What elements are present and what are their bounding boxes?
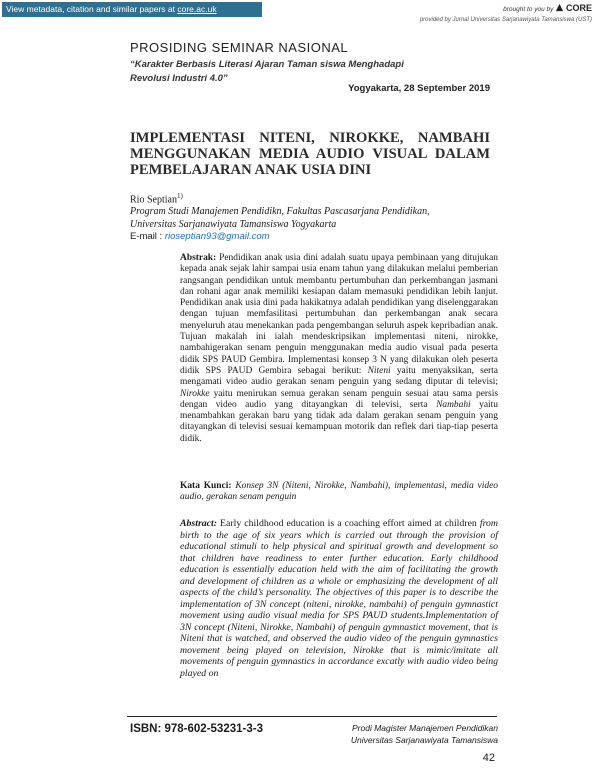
abstrak-paragraph <box>180 253 498 445</box>
core-banner <box>0 0 600 26</box>
abstrak-label: Abstrak: <box>180 253 217 263</box>
core-provided-by: provided by Jurnal Universitas Sarjanawiyata Tamansiswa (UST) <box>419 17 592 23</box>
abstrak-text: yaitu menambahkan gerakan baru yang tidak ada dalam gerakan senam penguin yang ditayangkan di televisi sesuai kemampuan motorik dan reflek dari tiap-tiap peserta didik. <box>180 399 498 444</box>
kata-kunci-text: Konsep 3N (Niteni, Nirokke, Nambahi), implementasi, media video audio, gerakan senam penguin <box>180 481 498 503</box>
abstrak-text: yaitu menyaksikan, serta mengamati video audio gerakan senam penguin yang sedang diputar di televisi; <box>180 365 498 388</box>
page-number: 42 <box>482 752 495 764</box>
abstrak-text: yaitu menirukan semua gerakan senam penguin sesuai atau sama persis dengan video audio yang ditayangkan di televisi, serta <box>180 388 498 410</box>
author-name <box>130 192 183 205</box>
footer-institution <box>345 722 498 746</box>
author-affiliation <box>130 205 430 231</box>
abstract-body: from birth to the age of six years which is carried out through the provision of educational stimuli to help physical and spiritual growth and development so that children have readiness to enter further education. Early childhood education is essentially education held with the aim of facilitating the growth and development of children as a whole or emphasizing the development of all aspects of the child’s personality. The objectives of this paper is to describe the implementation of 3N concept (niteni, nirokke, nambahi) of penguin gymnastict movement using audio visual media for SPS PAUD students.Implementation of 3N concept (Niteni, Nirokke, Nambahi) of penguin gymnastict movement, that is Niteni that is watched, and observed the audio video of the penguin gymnastics movement being played on television, Nirokke that is mimic/imitate all movements of penguin gymnastics in accordance excatly with audio video being played on <box>180 518 498 679</box>
kata-kunci-paragraph <box>180 481 498 504</box>
seminar-theme-line: Revolusi Industri 4.0” <box>130 73 228 84</box>
seminar-theme <box>130 58 430 86</box>
core-metadata-link[interactable] <box>2 2 262 17</box>
footer-divider <box>127 716 497 717</box>
core-view-text: View metadata, citation and similar papers at <box>6 4 178 14</box>
affiliation-line: Universitas Sarjanawiyata Tamansiswa Yogyakarta <box>130 219 337 230</box>
abstrak-term: Nambahi <box>436 399 471 410</box>
proceedings-title: PROSIDING SEMINAR NASIONAL <box>130 40 349 55</box>
abstract-paragraph <box>180 518 498 679</box>
core-logo-text: CORE <box>565 3 592 13</box>
core-brought-text: brought to you by <box>503 6 554 13</box>
seminar-date: Yogyakarta, 28 September 2019 <box>348 83 490 94</box>
paper-title: IMPLEMENTASI NITENI, NIROKKE, NAMBAHI MENGGUNAKAN MEDIA AUDIO VISUAL DALAM PEMBELAJARAN ANAK USIA DINI <box>130 130 490 178</box>
abstract-label: Abstract: <box>180 518 218 529</box>
affiliation-line: Program Studi Manajemen Pendidikn, Fakultas Pascasarjana Pendidikan, <box>130 206 430 217</box>
author-name-text: Rio Septian <box>130 194 177 206</box>
abstrak-term: Nirokke <box>180 388 210 399</box>
abstract-lead: Early childhood education is a coaching effort aimed at children <box>217 518 477 529</box>
abstrak-term: Niteni <box>367 365 391 376</box>
core-logo-icon <box>555 3 564 12</box>
email-label: E-mail : <box>130 231 165 242</box>
abstrak-text: Pendidikan anak usia dini adalah suatu upaya pembinaan yang ditujukan kepada anak sejak lahir sampai usia enam tahun yang dilakukan melalui pemberian rangsangan pendidikan untuk membantu pertumbuhan dan perkembangan jasmani dan rohani agar anak memiliki kesiapan dalam memasuki pendidikan lebih lanjut. Pendidikan anak usia dini pada hakikatnya adalah pendidikan yang diselenggarakan dengan tujuan memfasilitasi pertumbuhan dan perkembangan anak secara menyeluruh atau menekankan pada pengembangan seluruh aspek kepribadian anak. Tujuan makalah ini ialah mendeskripsikan implementasi niteni, nirokke, nambahigerakan senam penguin menggunakan media audio visual pada peserta didik SPS PAUD Gembira. Implementasi konsep 3 N yang dilakukan oleh peserta didik SPS PAUD Gembira sebagai berikut: <box>180 253 498 376</box>
kata-kunci-label: Kata Kunci: <box>180 481 232 491</box>
footer-institution-line: Prodi Magister Manajemen Pendidikan <box>352 723 498 733</box>
core-brought-by[interactable] <box>503 3 592 13</box>
footer-institution-line: Universitas Sarjanawiyata Tamansiswa <box>350 735 498 745</box>
author-superscript: 1) <box>176 192 183 200</box>
isbn: ISBN: 978-602-53231-3-3 <box>130 723 263 735</box>
email-link[interactable]: rioseptian93@gmail.com <box>164 231 270 242</box>
seminar-theme-line: “Karakter Berbasis Literasi Ajaran Taman siswa Menghadapi <box>130 59 404 70</box>
core-link[interactable]: core.ac.uk <box>177 4 217 14</box>
author-email <box>130 231 270 242</box>
